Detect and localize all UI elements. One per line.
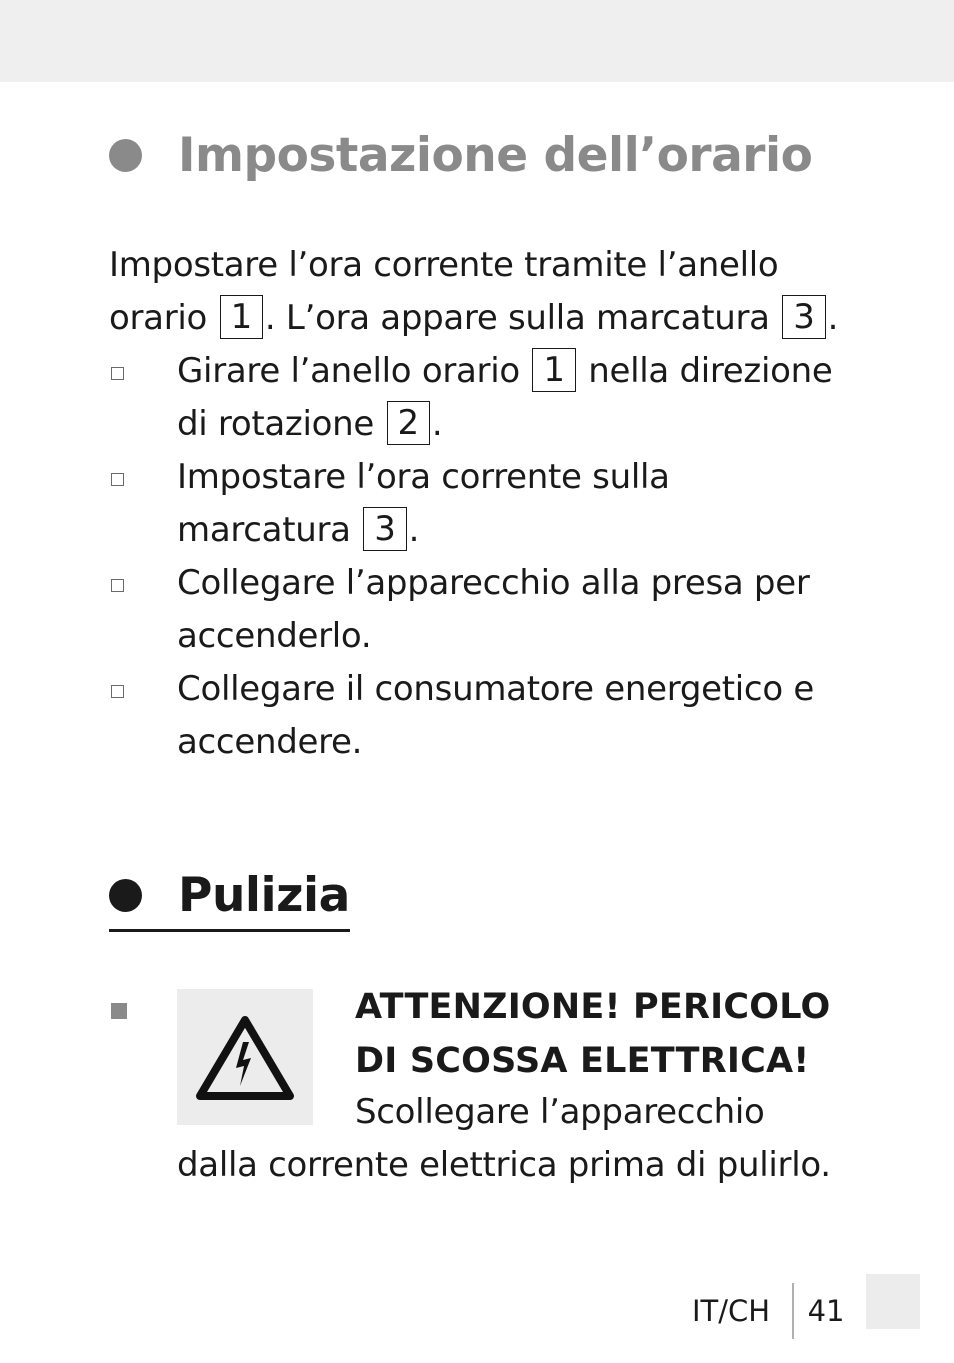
intro-text: . bbox=[827, 298, 839, 338]
reference-box: 1 bbox=[220, 295, 263, 339]
step-text: . bbox=[431, 404, 443, 444]
heading-bullet-icon bbox=[109, 879, 142, 912]
top-band bbox=[0, 0, 954, 82]
section-heading-pulizia bbox=[109, 868, 350, 932]
reference-box: 2 bbox=[387, 401, 430, 445]
section-title: Impostazione dell’orario bbox=[178, 128, 813, 183]
warning-bullet-icon bbox=[111, 1003, 127, 1019]
footer-divider bbox=[792, 1283, 794, 1339]
step-checkbox-icon bbox=[111, 367, 124, 380]
intro-text: orario bbox=[109, 298, 208, 338]
warning-heading-line: DI SCOSSA ELETTRICA! bbox=[355, 1041, 810, 1081]
intro-line bbox=[109, 239, 849, 292]
reference-box: 1 bbox=[532, 348, 575, 392]
reference-box: 3 bbox=[782, 295, 825, 339]
intro-text: . L’ora appare sulla marcatura bbox=[264, 298, 770, 338]
intro-paragraph bbox=[109, 239, 849, 345]
reference-box: 3 bbox=[363, 507, 406, 551]
step-text: Collegare il consumatore energetico e bbox=[177, 669, 814, 709]
list-item bbox=[109, 451, 849, 557]
step-text: Girare l’anello orario bbox=[177, 351, 520, 391]
step-list bbox=[109, 345, 849, 769]
step-text: . bbox=[408, 510, 420, 550]
section-heading-orario bbox=[109, 128, 812, 183]
step-checkbox-icon bbox=[111, 685, 124, 698]
electric-hazard-icon bbox=[177, 989, 313, 1125]
page-footer bbox=[692, 1283, 845, 1339]
warning-text: Scollegare l’apparecchio bbox=[355, 1092, 765, 1132]
page-number: 41 bbox=[807, 1294, 845, 1328]
footer-tab bbox=[866, 1274, 920, 1329]
step-checkbox-icon bbox=[111, 579, 124, 592]
warning-heading bbox=[355, 980, 830, 1088]
language-code: IT/CH bbox=[692, 1294, 771, 1328]
step-text: Impostare l’ora corrente sulla bbox=[177, 457, 670, 497]
step-text: Collegare l’apparecchio alla presa per bbox=[177, 563, 810, 603]
warning-heading-line: ATTENZIONE! PERICOLO bbox=[355, 987, 831, 1027]
step-text: di rotazione bbox=[177, 404, 374, 444]
step-text: marcatura bbox=[177, 510, 351, 550]
step-text: accendere. bbox=[177, 722, 363, 762]
list-item bbox=[109, 663, 849, 769]
step-checkbox-icon bbox=[111, 473, 124, 486]
intro-line bbox=[109, 292, 849, 345]
heading-bullet-icon bbox=[109, 139, 142, 172]
list-item bbox=[109, 557, 849, 663]
intro-text: Impostare l’ora corrente tramite l’anello bbox=[109, 245, 779, 285]
section-title: Pulizia bbox=[178, 868, 350, 923]
step-text: accenderlo. bbox=[177, 616, 372, 656]
list-item bbox=[109, 345, 849, 451]
warning-triangle-icon bbox=[193, 1012, 297, 1102]
warning-text: dalla corrente elettrica prima di pulirlo. bbox=[177, 1145, 831, 1185]
step-text: nella direzione bbox=[588, 351, 833, 391]
